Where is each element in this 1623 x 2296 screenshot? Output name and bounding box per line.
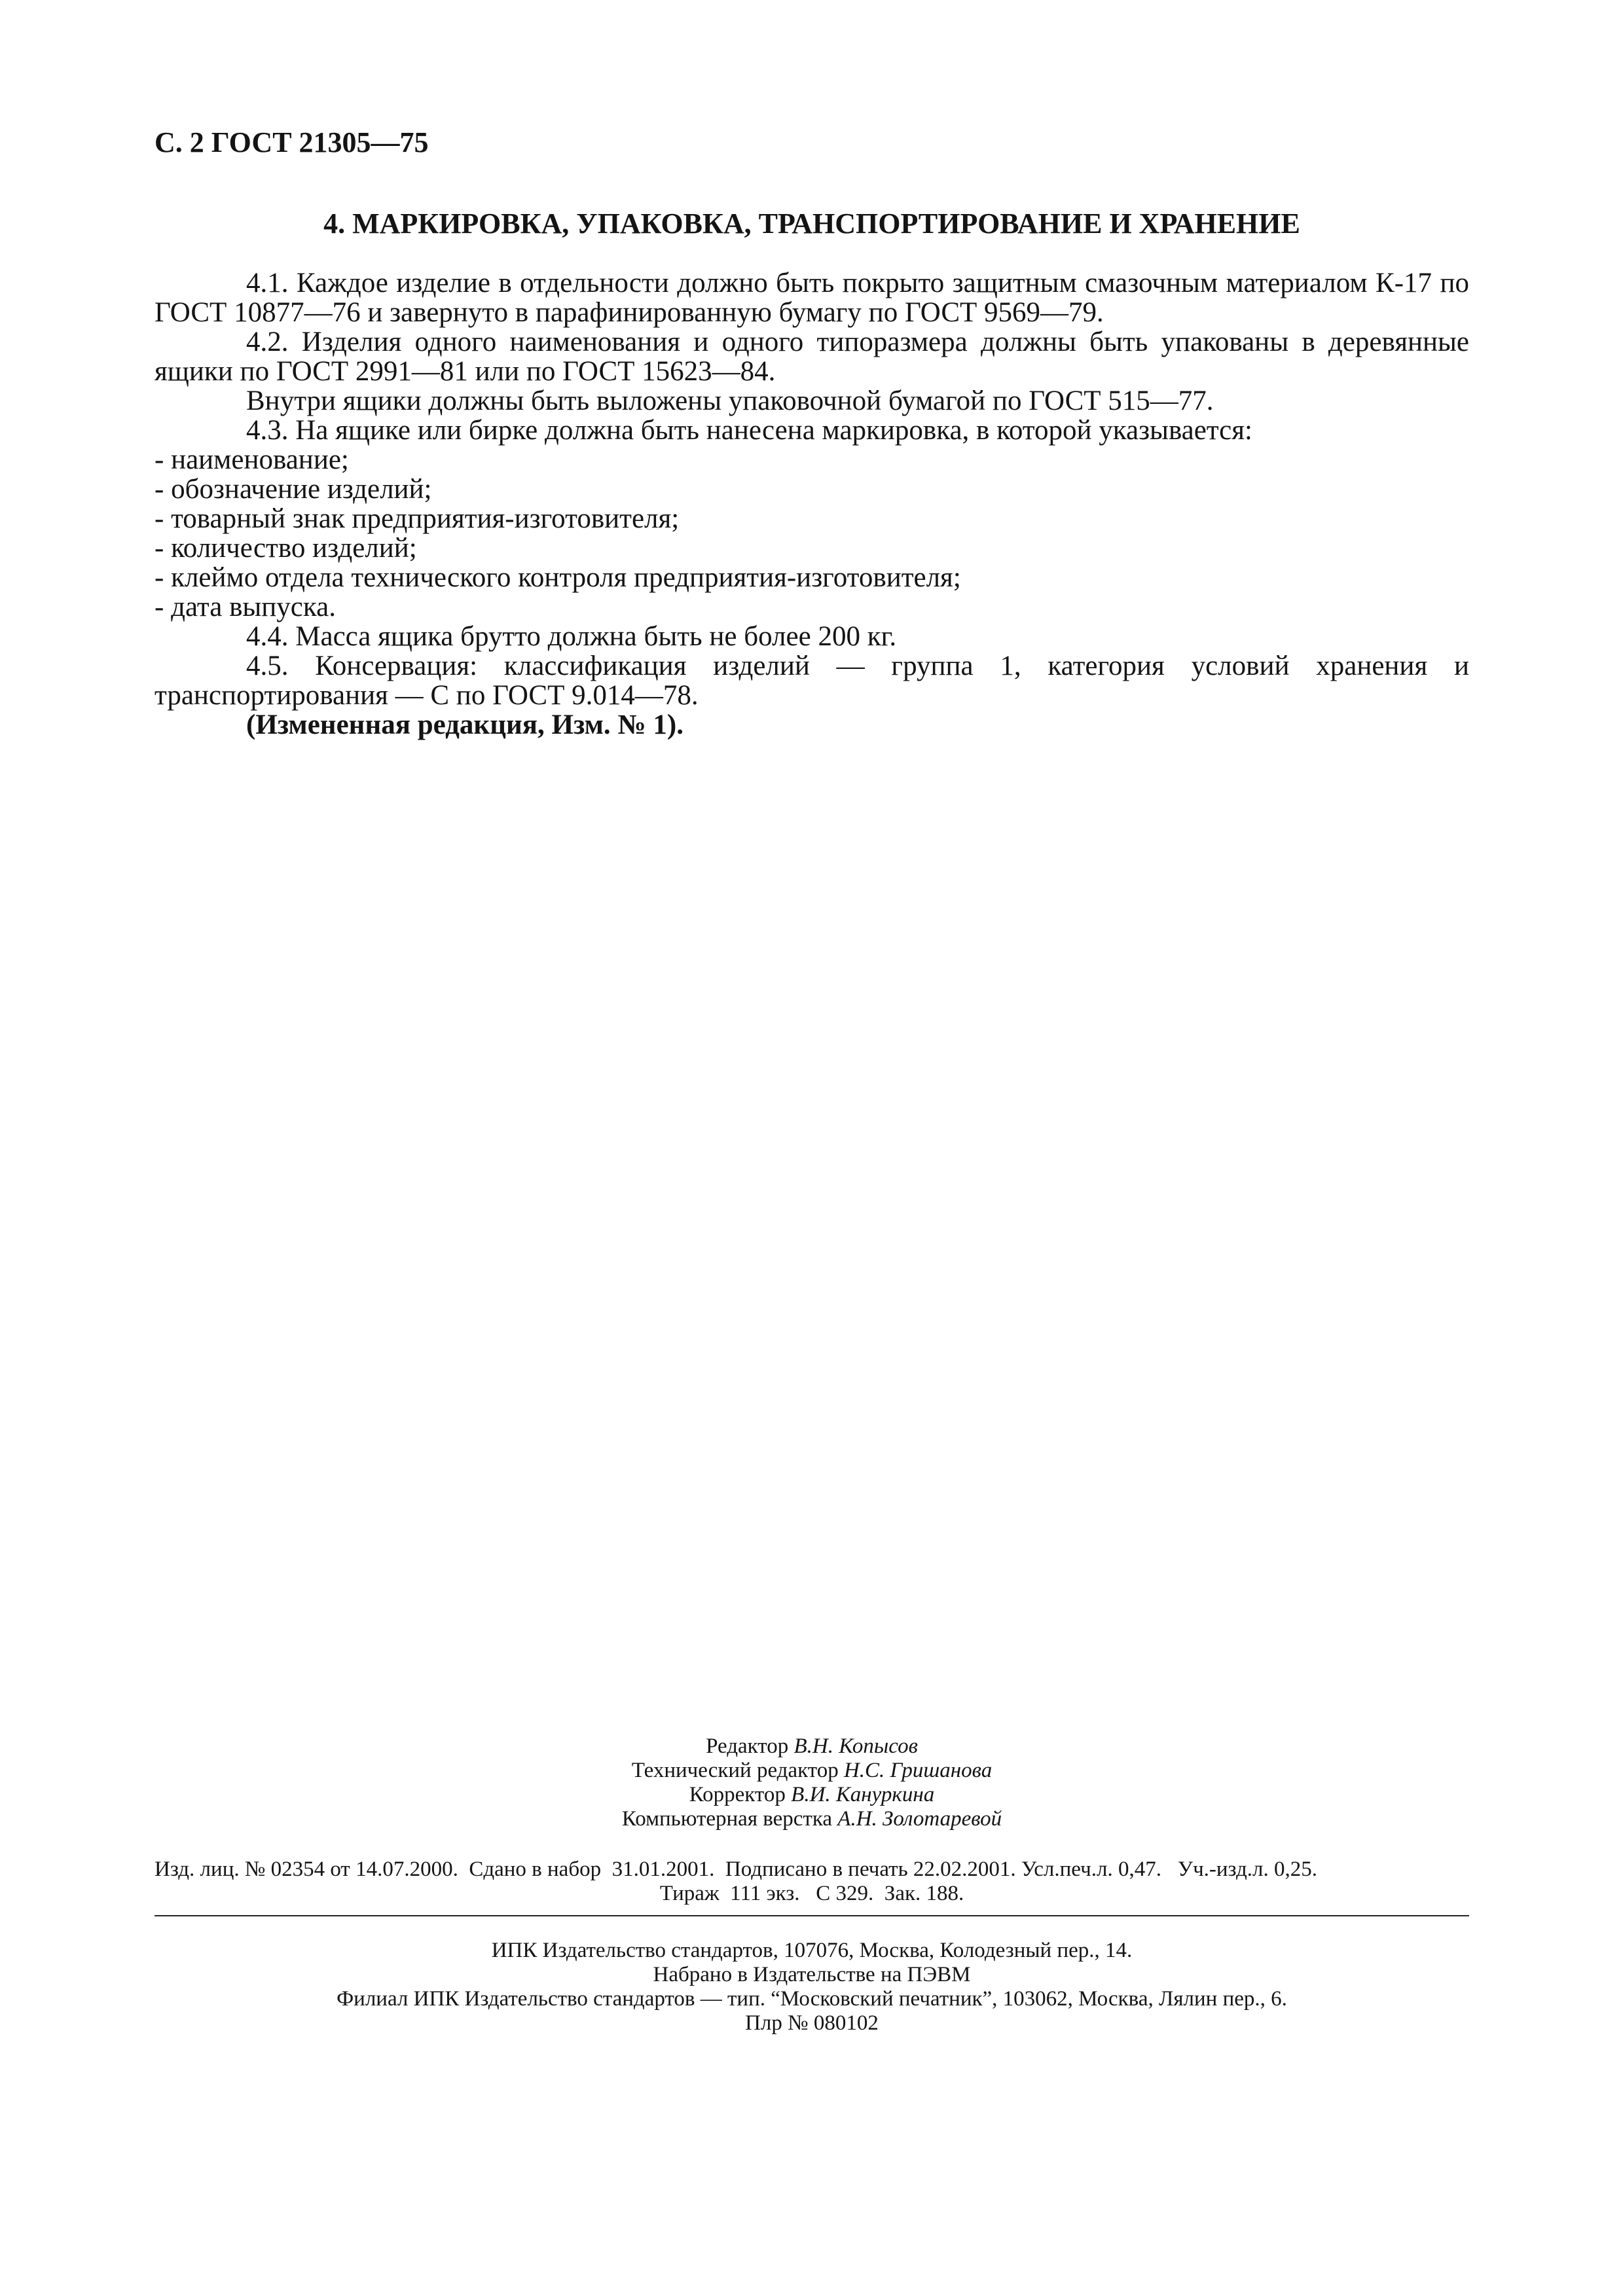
list-item: - дата выпуска. — [155, 592, 336, 622]
list-item: - клеймо отдела технического контроля предприятия-изготовителя; — [155, 562, 961, 593]
credit-name: В.И. Кануркина — [791, 1783, 935, 1806]
list-item: - обозначение изделий; — [155, 474, 432, 505]
paragraph-4-3: 4.3. На ящике или бирке должна быть нанесена маркировка, в которой указывается: — [246, 415, 1252, 446]
paragraph-4-5: 4.5. Консервация: классификация изделий — группа 1, категория условий хранения и транспортирования — С по ГОСТ 9.014—78. — [155, 651, 1469, 711]
credit-name: Н.С. Гришанова — [843, 1759, 993, 1782]
imprint-block — [155, 1857, 1469, 1906]
credit-line-editor — [155, 1734, 1469, 1759]
list-item: - товарный знак предприятия-изготовителя; — [155, 503, 680, 534]
editorial-credits — [155, 1734, 1469, 1831]
credit-role: Компьютерная верстка — [621, 1807, 833, 1831]
publisher-line: Плр № 080102 — [745, 2011, 879, 2035]
list-item: - наименование; — [155, 444, 349, 475]
paragraph-4-1: 4.1. Каждое изделие в отдельности должно быть покрыто защитным смазочным материалом К-17 по ГОСТ 10877—76 и завернуто в парафинированную бумагу по ГОСТ 9569—79. — [155, 268, 1469, 328]
section-body — [155, 268, 1469, 740]
credit-name: А.Н. Золотаревой — [837, 1807, 1002, 1831]
imprint-line: Изд. лиц. № 02354 от 14.07.2000. Сдано в набор 31.01.2001. Подписано в печать 22.02.2001. Усл.печ.л. 0,47. Уч.-изд.л. 0,25. — [155, 1857, 1318, 1881]
credit-role: Корректор — [689, 1783, 786, 1806]
paragraph-4-2: 4.2. Изделия одного наименования и одного типоразмера должны быть упакованы в деревянные ящики по ГОСТ 2991—81 или по ГОСТ 15623—84. — [155, 327, 1469, 387]
credit-line-proofreader — [155, 1783, 1469, 1807]
credit-role: Редактор — [706, 1734, 789, 1758]
list-item: - количество изделий; — [155, 533, 417, 564]
divider-line — [155, 1915, 1469, 1916]
paragraph-4-4: 4.4. Масса ящика брутто должна быть не более 200 кг. — [246, 621, 897, 652]
credit-line-technical-editor — [155, 1759, 1469, 1783]
paragraph-4-2-inner-lining: Внутри ящики должны быть выложены упаковочной бумагой по ГОСТ 515—77. — [246, 386, 1214, 416]
credit-name: В.Н. Копысов — [793, 1734, 918, 1758]
page-header: С. 2 ГОСТ 21305—75 — [155, 126, 429, 158]
credit-line-layout — [155, 1807, 1469, 1831]
publisher-line: ИПК Издательство стандартов, 107076, Москва, Колодезный пер., 14. — [491, 1939, 1133, 1962]
publisher-line: Набрано в Издательстве на ПЭВМ — [653, 1963, 971, 1986]
imprint-line: Тираж 111 экз. С 329. Зак. 188. — [659, 1882, 964, 1905]
publisher-line: Филиал ИПК Издательство стандартов — тип. “Московский печатник”, 103062, Москва, Лялин пер., 6. — [337, 1987, 1287, 2011]
publisher-block — [155, 1939, 1469, 2036]
credit-role: Технический редактор — [631, 1759, 839, 1782]
section-title: 4. МАРКИРОВКА, УПАКОВКА, ТРАНСПОРТИРОВАНИЕ И ХРАНЕНИЕ — [323, 207, 1300, 240]
amendment-note: (Измененная редакция, Изм. № 1). — [246, 709, 684, 740]
